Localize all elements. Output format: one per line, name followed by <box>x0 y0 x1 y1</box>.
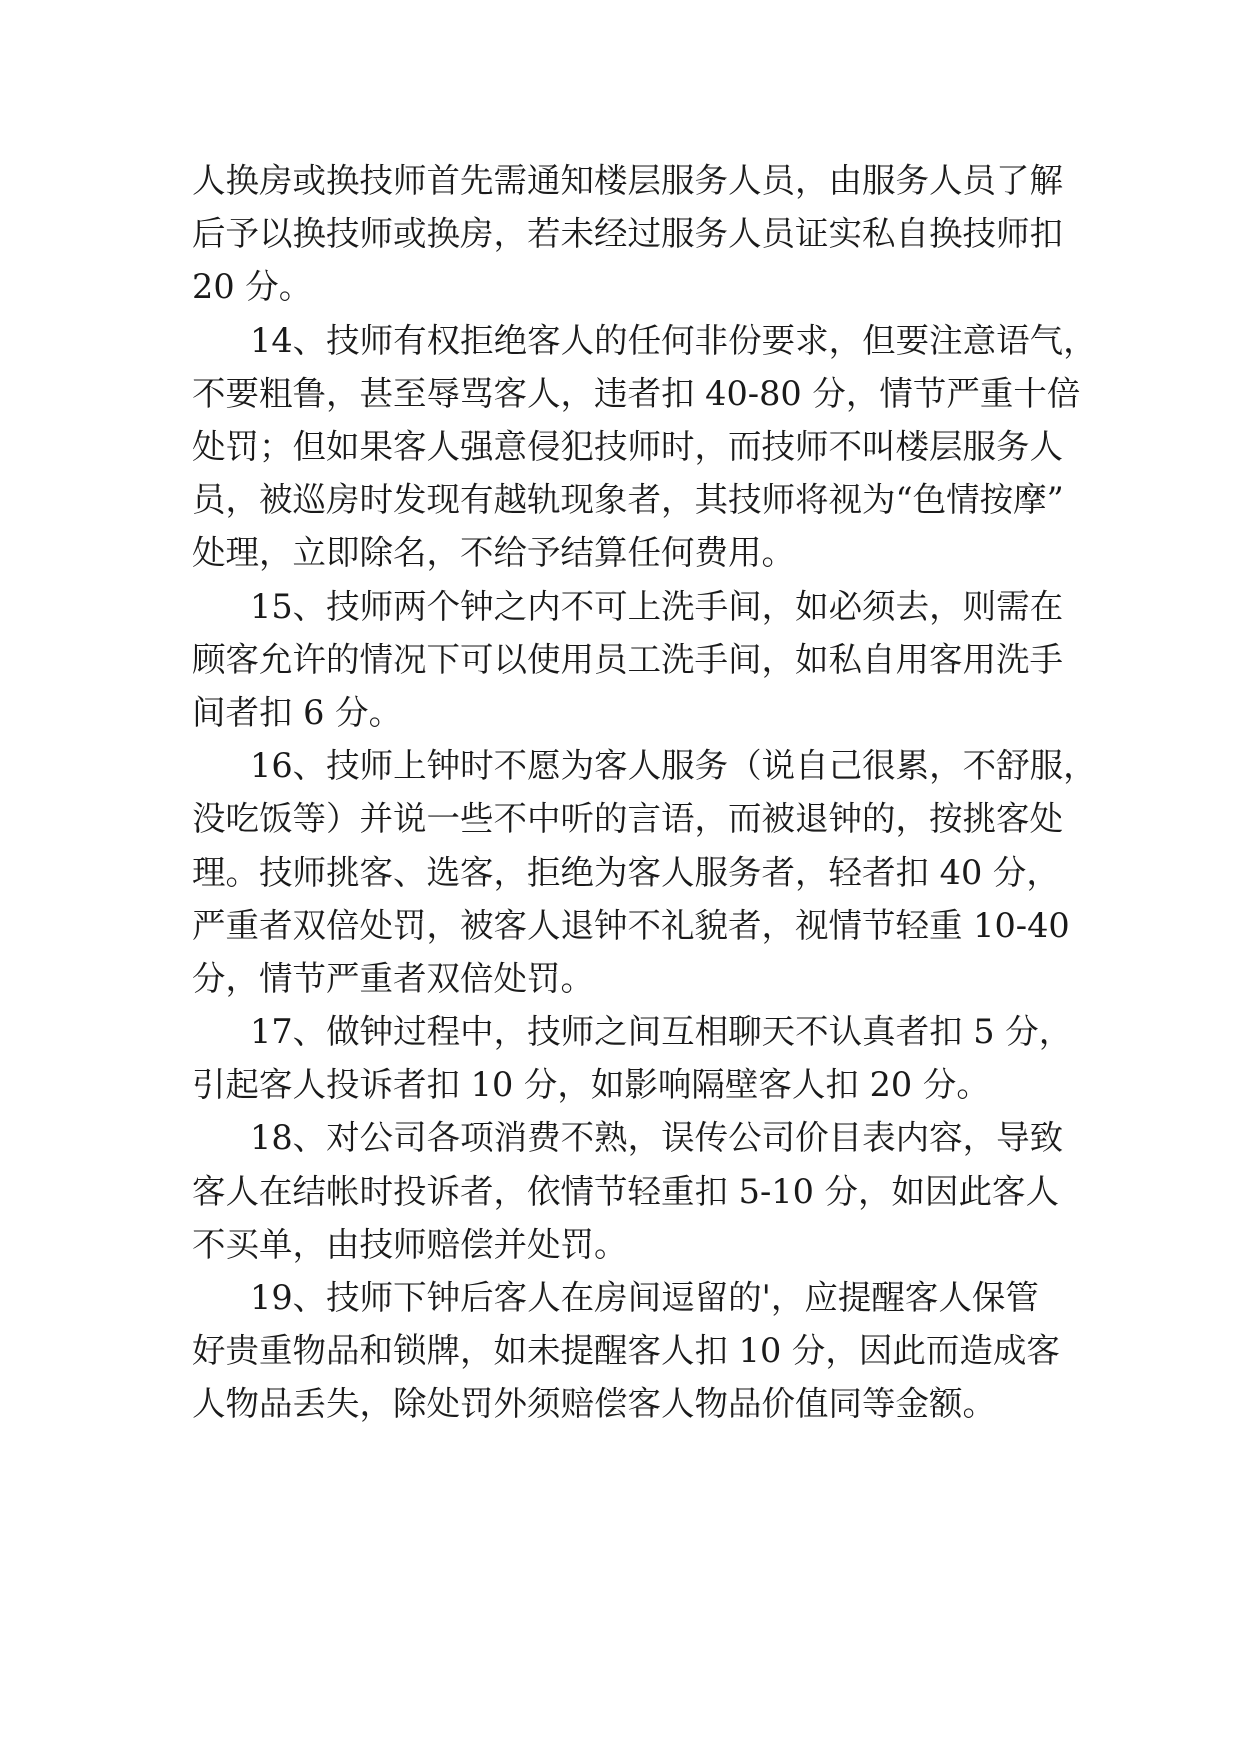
text-line: 分，情节严重者双倍处罚。 <box>192 959 594 998</box>
text-line: 不买单，由技师赔偿并处罚。 <box>192 1225 628 1264</box>
text-line: 没吃饭等）并说一些不中听的言语，而被退钟的，按挑客处 <box>192 799 1063 838</box>
text-line: 引起客人投诉者扣 10 分，如影响隔壁客人扣 20 分。 <box>192 1065 990 1104</box>
paragraph-19-start: 19、技师下钟后客人在房间逗留的'，应提醒客人保管 <box>250 1278 1039 1317</box>
text-line: 员，被巡房时发现有越轨现象者，其技师将视为“色情按摩” <box>192 480 1064 519</box>
text-line: 处理，立即除名，不给予结算任何费用。 <box>192 533 795 572</box>
text-line: 后予以换技师或换房，若未经过服务人员证实私自换技师扣 <box>192 214 1063 253</box>
text-line: 间者扣 6 分。 <box>192 693 403 732</box>
paragraph-15-start: 15、技师两个钟之内不可上洗手间，如必须去，则需在 <box>250 587 1064 626</box>
paragraph-16-start: 16、技师上钟时不愿为客人服务（说自己很累，不舒服， <box>250 746 1097 785</box>
paragraph-14-start: 14、技师有权拒绝客人的任何非份要求，但要注意语气， <box>250 321 1097 360</box>
text-line: 严重者双倍处罚，被客人退钟不礼貌者，视情节轻重 10-40 <box>192 906 1070 945</box>
paragraph-17-start: 17、做钟过程中，技师之间互相聊天不认真者扣 5 分， <box>250 1012 1073 1051</box>
text-line: 不要粗鲁，甚至辱骂客人，违者扣 40-80 分，情节严重十倍 <box>192 374 1081 413</box>
text-line: 人换房或换技师首先需通知楼层服务人员，由服务人员了解 <box>192 161 1063 200</box>
text-line: 好贵重物品和锁牌，如未提醒客人扣 10 分，因此而造成客 <box>192 1331 1060 1370</box>
text-line: 人物品丢失，除处罚外须赔偿客人物品价值同等金额。 <box>192 1384 996 1423</box>
text-line: 顾客允许的情况下可以使用员工洗手间，如私自用客用洗手 <box>192 640 1063 679</box>
text-line: 20 分。 <box>192 267 313 306</box>
text-line: 处罚；但如果客人强意侵犯技师时，而技师不叫楼层服务人 <box>192 427 1063 466</box>
text-line: 理。技师挑客、选客，拒绝为客人服务者，轻者扣 40 分， <box>192 853 1060 892</box>
paragraph-18-start: 18、对公司各项消费不熟，误传公司价目表内容，导致 <box>250 1118 1064 1157</box>
text-line: 客人在结帐时投诉者，依情节轻重扣 5-10 分，如因此客人 <box>192 1172 1060 1211</box>
